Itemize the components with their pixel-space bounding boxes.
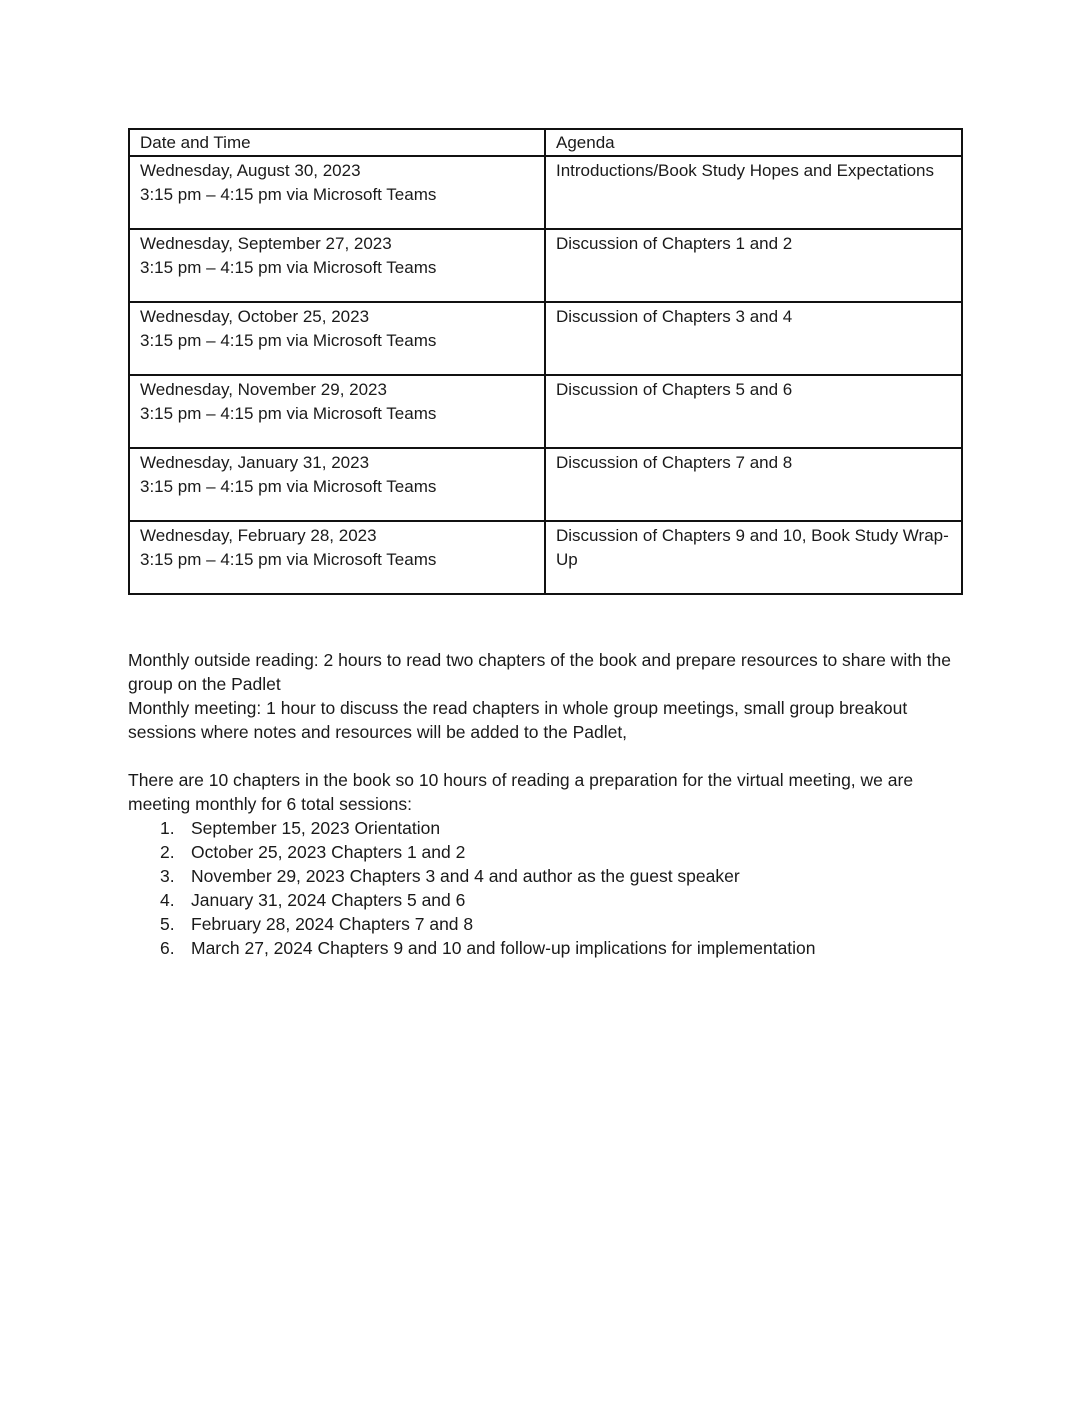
header-agenda: Agenda xyxy=(545,129,962,156)
date-time-cell xyxy=(129,229,545,302)
agenda-text: Discussion of Chapters 3 and 4 xyxy=(556,307,793,326)
list-item-text: October 25, 2023 Chapters 1 and 2 xyxy=(191,842,466,862)
table-row xyxy=(129,448,962,521)
agenda-cell xyxy=(545,229,962,302)
list-item xyxy=(128,888,968,912)
meeting-time: 3:15 pm – 4:15 pm via Microsoft Teams xyxy=(140,331,437,350)
list-item xyxy=(128,816,968,840)
list-item xyxy=(128,912,968,936)
list-number: 1. xyxy=(160,818,175,838)
table-row xyxy=(129,375,962,448)
date-time-cell xyxy=(129,156,545,229)
meeting-time: 3:15 pm – 4:15 pm via Microsoft Teams xyxy=(140,477,437,496)
agenda-cell xyxy=(545,302,962,375)
summary-paragraph: There are 10 chapters in the book so 10 hours of reading a preparation for the virtual meeting, we are meeting monthly for 6 total sessions: xyxy=(128,770,914,814)
date-time-cell xyxy=(129,448,545,521)
header-date-time: Date and Time xyxy=(129,129,545,156)
table-row xyxy=(129,229,962,302)
list-item xyxy=(128,864,968,888)
agenda-cell xyxy=(545,156,962,229)
list-item-text: March 27, 2024 Chapters 9 and 10 and follow-up implications for implementation xyxy=(191,938,816,958)
agenda-text: Discussion of Chapters 5 and 6 xyxy=(556,380,793,399)
list-item-text: September 15, 2023 Orientation xyxy=(191,818,441,838)
sessions-list xyxy=(128,816,968,960)
agenda-cell xyxy=(545,448,962,521)
date-time-cell xyxy=(129,375,545,448)
list-item-text: January 31, 2024 Chapters 5 and 6 xyxy=(191,890,466,910)
date-time-cell xyxy=(129,302,545,375)
meeting-date: Wednesday, January 31, 2023 xyxy=(140,453,370,472)
agenda-cell xyxy=(545,521,962,594)
meeting-date: Wednesday, November 29, 2023 xyxy=(140,380,387,399)
list-item-text: November 29, 2023 Chapters 3 and 4 and author as the guest speaker xyxy=(191,866,740,886)
list-number: 4. xyxy=(160,890,175,910)
monthly-meeting-paragraph: Monthly meeting: 1 hour to discuss the read chapters in whole group meetings, small group breakout sessions where notes and resources will be added to the Padlet, xyxy=(128,698,908,742)
table-row xyxy=(129,521,962,594)
meeting-date: Wednesday, September 27, 2023 xyxy=(140,234,392,253)
table-row xyxy=(129,302,962,375)
meeting-date: Wednesday, August 30, 2023 xyxy=(140,161,361,180)
table-header-row xyxy=(129,129,962,156)
date-time-cell xyxy=(129,521,545,594)
paragraph-spacer xyxy=(128,744,968,768)
list-item xyxy=(128,840,968,864)
meeting-time: 3:15 pm – 4:15 pm via Microsoft Teams xyxy=(140,258,437,277)
list-number: 3. xyxy=(160,866,175,886)
list-number: 5. xyxy=(160,914,175,934)
list-item xyxy=(128,936,968,960)
outside-reading-paragraph: Monthly outside reading: 2 hours to read two chapters of the book and prepare resources to share with the group on the Padlet xyxy=(128,650,951,694)
table-row xyxy=(129,156,962,229)
agenda-text: Discussion of Chapters 1 and 2 xyxy=(556,234,793,253)
meeting-date: Wednesday, October 25, 2023 xyxy=(140,307,370,326)
agenda-text: Discussion of Chapters 9 and 10, Book Study Wrap-Up xyxy=(556,526,949,569)
schedule-table xyxy=(128,128,963,595)
meeting-time: 3:15 pm – 4:15 pm via Microsoft Teams xyxy=(140,185,437,204)
list-number: 6. xyxy=(160,938,175,958)
list-number: 2. xyxy=(160,842,175,862)
body-text xyxy=(128,648,968,960)
meeting-date: Wednesday, February 28, 2023 xyxy=(140,526,377,545)
list-item-text: February 28, 2024 Chapters 7 and 8 xyxy=(191,914,474,934)
agenda-text: Discussion of Chapters 7 and 8 xyxy=(556,453,793,472)
meeting-time: 3:15 pm – 4:15 pm via Microsoft Teams xyxy=(140,404,437,423)
agenda-cell xyxy=(545,375,962,448)
meeting-time: 3:15 pm – 4:15 pm via Microsoft Teams xyxy=(140,550,437,569)
agenda-text: Introductions/Book Study Hopes and Expectations xyxy=(556,161,935,180)
